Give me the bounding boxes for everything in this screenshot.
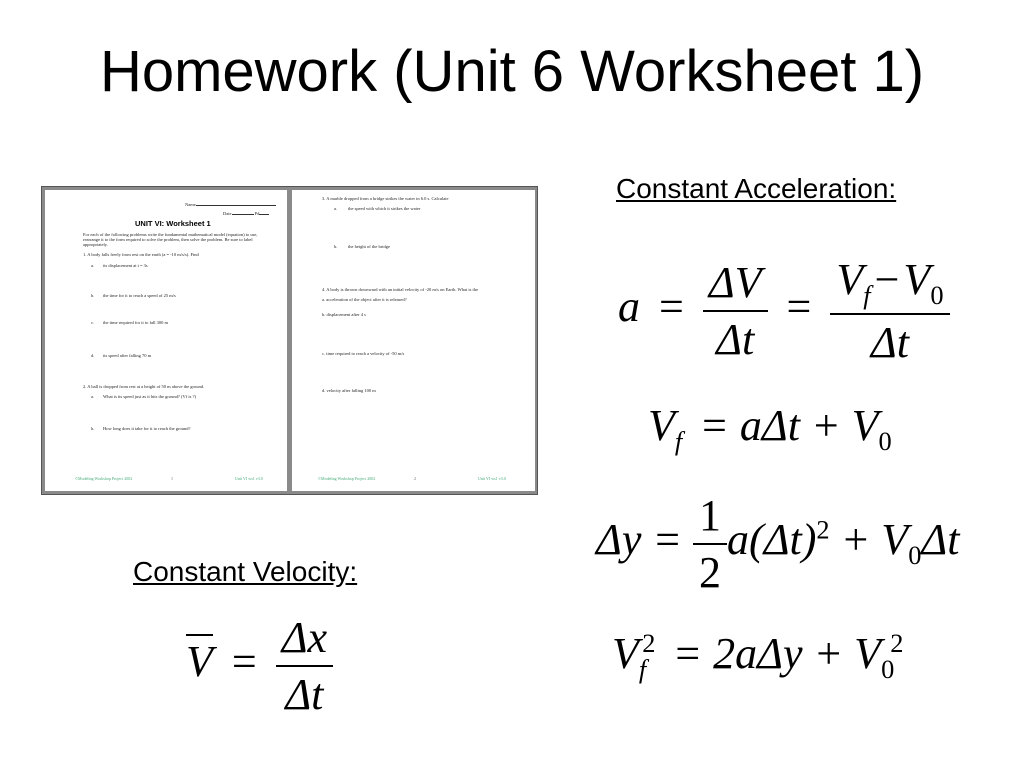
v-bar-symbol: V	[186, 634, 213, 684]
worksheet-thumbnail	[41, 186, 538, 495]
worksheet-title: UNIT VI: Worksheet 1	[135, 219, 211, 228]
q3a-text: the speed with which it strikes the water	[348, 206, 421, 211]
q4d-text: d. velocity after falling 100 m	[322, 388, 376, 393]
page-1-footer-left: ©Modeling Workshop Project 2002	[75, 476, 133, 481]
name-line	[185, 202, 276, 207]
q3b-label: b.	[334, 244, 338, 249]
page-2-footer-right: Unit VI ws1 v3.0	[478, 476, 506, 481]
v-symbol: V	[648, 401, 675, 450]
fraction-numerator: ΔV	[708, 257, 762, 307]
v-symbol: V	[836, 255, 864, 304]
equation-lhs: Δy =	[596, 515, 683, 565]
eq-equals-2: =	[786, 282, 812, 331]
pd-label: Pd	[254, 211, 260, 216]
instructions-line-1: For each of the following problems write the fundamental mathematical model (equation) to use,	[83, 232, 258, 237]
velocity-squared-equation	[612, 628, 903, 685]
subscript-f: f	[638, 653, 647, 684]
q4c-text: c. time required to reach a velocity of -50 m/s	[322, 351, 405, 356]
minus-sign: −	[874, 255, 900, 304]
page-2-number: 2	[414, 476, 416, 481]
subscript-f: f	[863, 279, 871, 310]
q1c-text: the time required for it to fall 300 m	[103, 320, 168, 325]
a-symbol: a	[727, 515, 750, 565]
q1a-text: its displacement at t = 3s	[103, 263, 148, 268]
equation-rhs: = 2aΔy + V	[672, 629, 882, 678]
q2a-text: What is its speed just as it hits the ground? (Vf is ?)	[103, 394, 196, 399]
name-label: Name	[185, 202, 196, 207]
displacement-equation	[596, 490, 959, 598]
delta-t-parenthesized: (Δt)	[749, 515, 817, 565]
subscript-f: f	[674, 425, 683, 456]
worksheet-page-1	[45, 190, 287, 491]
fraction-denominator: Δt	[285, 670, 324, 719]
plus-v-term: + V	[840, 515, 909, 565]
q4a-text: a. acceleration of the object after it is released?	[322, 297, 407, 302]
fraction-denominator: 2	[699, 548, 722, 597]
average-velocity-equation	[186, 612, 333, 720]
q1b-text: the time for it to reach a speed of 25 m/s	[103, 293, 176, 298]
question-2: 2. A ball is dropped from rest at a height of 50 m above the ground.	[83, 384, 205, 389]
one-half-fraction	[693, 490, 727, 598]
q1b-label: b.	[91, 293, 95, 298]
q3a-label: a.	[334, 206, 338, 211]
q1c-label: c.	[91, 320, 95, 325]
question-3: 3. A marble dropped from a bridge strikes the water in 6.0 s. Calculate	[322, 196, 449, 201]
q2b-text: How long does it take for it to reach the ground?	[103, 426, 191, 431]
question-4: 4. A body is thrown downward with an initial velocity of -20 m/s on Earth. What is the	[322, 287, 479, 292]
fraction-numerator: Δx	[281, 613, 328, 662]
page-1-number: 1	[171, 476, 173, 481]
page-1-footer-right: Unit VI ws1 v3.0	[235, 476, 263, 481]
q2b-label: b.	[91, 426, 95, 431]
delta-t-term: Δt	[921, 515, 960, 565]
superscript-2: 2	[890, 628, 904, 659]
q1a-label: a.	[91, 263, 95, 268]
superscript-2: 2	[816, 514, 830, 545]
instructions-line-3: appropriately.	[83, 242, 108, 247]
equation-rhs: = aΔt + V	[699, 401, 879, 450]
eq-equals-1: =	[659, 282, 684, 331]
fraction-numerator: 1	[699, 491, 722, 540]
delta-x-over-delta-t-fraction	[276, 612, 333, 720]
fraction-denominator: Δt	[716, 314, 755, 364]
v-symbol: V	[612, 629, 639, 678]
q4b-text: b. displacement after 4 s	[322, 312, 366, 317]
date-line	[223, 211, 269, 216]
subscript-0: 0	[878, 425, 892, 456]
constant-acceleration-heading: Constant Acceleration:	[616, 173, 897, 204]
instructions-line-2: rearrange it to the form required to solve the problem, then solve the problem. Be sure to label	[83, 237, 253, 242]
fraction-numerator	[830, 254, 949, 311]
date-label: Date	[223, 211, 232, 216]
final-velocity-equation	[648, 400, 892, 457]
q1d-text: its speed after falling 70 m	[103, 353, 152, 358]
subscript-0: 0	[881, 653, 895, 684]
subscript-0: 0	[908, 539, 922, 570]
question-1: 1. A body falls freely from rest on the earth (a = -10 m/s/s). Find	[83, 252, 199, 257]
worksheet-page-2	[292, 190, 535, 491]
v-symbol: V	[903, 255, 931, 304]
eq-a-symbol: a	[618, 282, 640, 331]
q3b-text: the height of the bridge	[348, 244, 390, 249]
delta-v-over-delta-t-fraction	[703, 257, 768, 365]
fraction-denominator: Δt	[870, 317, 909, 367]
q2a-label: a.	[91, 394, 95, 399]
constant-velocity-heading: Constant Velocity:	[133, 556, 358, 587]
eq-equals: =	[231, 637, 257, 687]
slide-title: Homework (Unit 6 Worksheet 1)	[99, 39, 925, 104]
subscript-0: 0	[930, 279, 944, 310]
q1d-label: d.	[91, 353, 95, 358]
vf-minus-v0-over-delta-t-fraction	[830, 254, 949, 368]
acceleration-definition-equation	[618, 254, 950, 368]
superscript-2: 2	[642, 628, 656, 659]
page-2-footer-left: ©Modeling Workshop Project 2002	[318, 476, 376, 481]
